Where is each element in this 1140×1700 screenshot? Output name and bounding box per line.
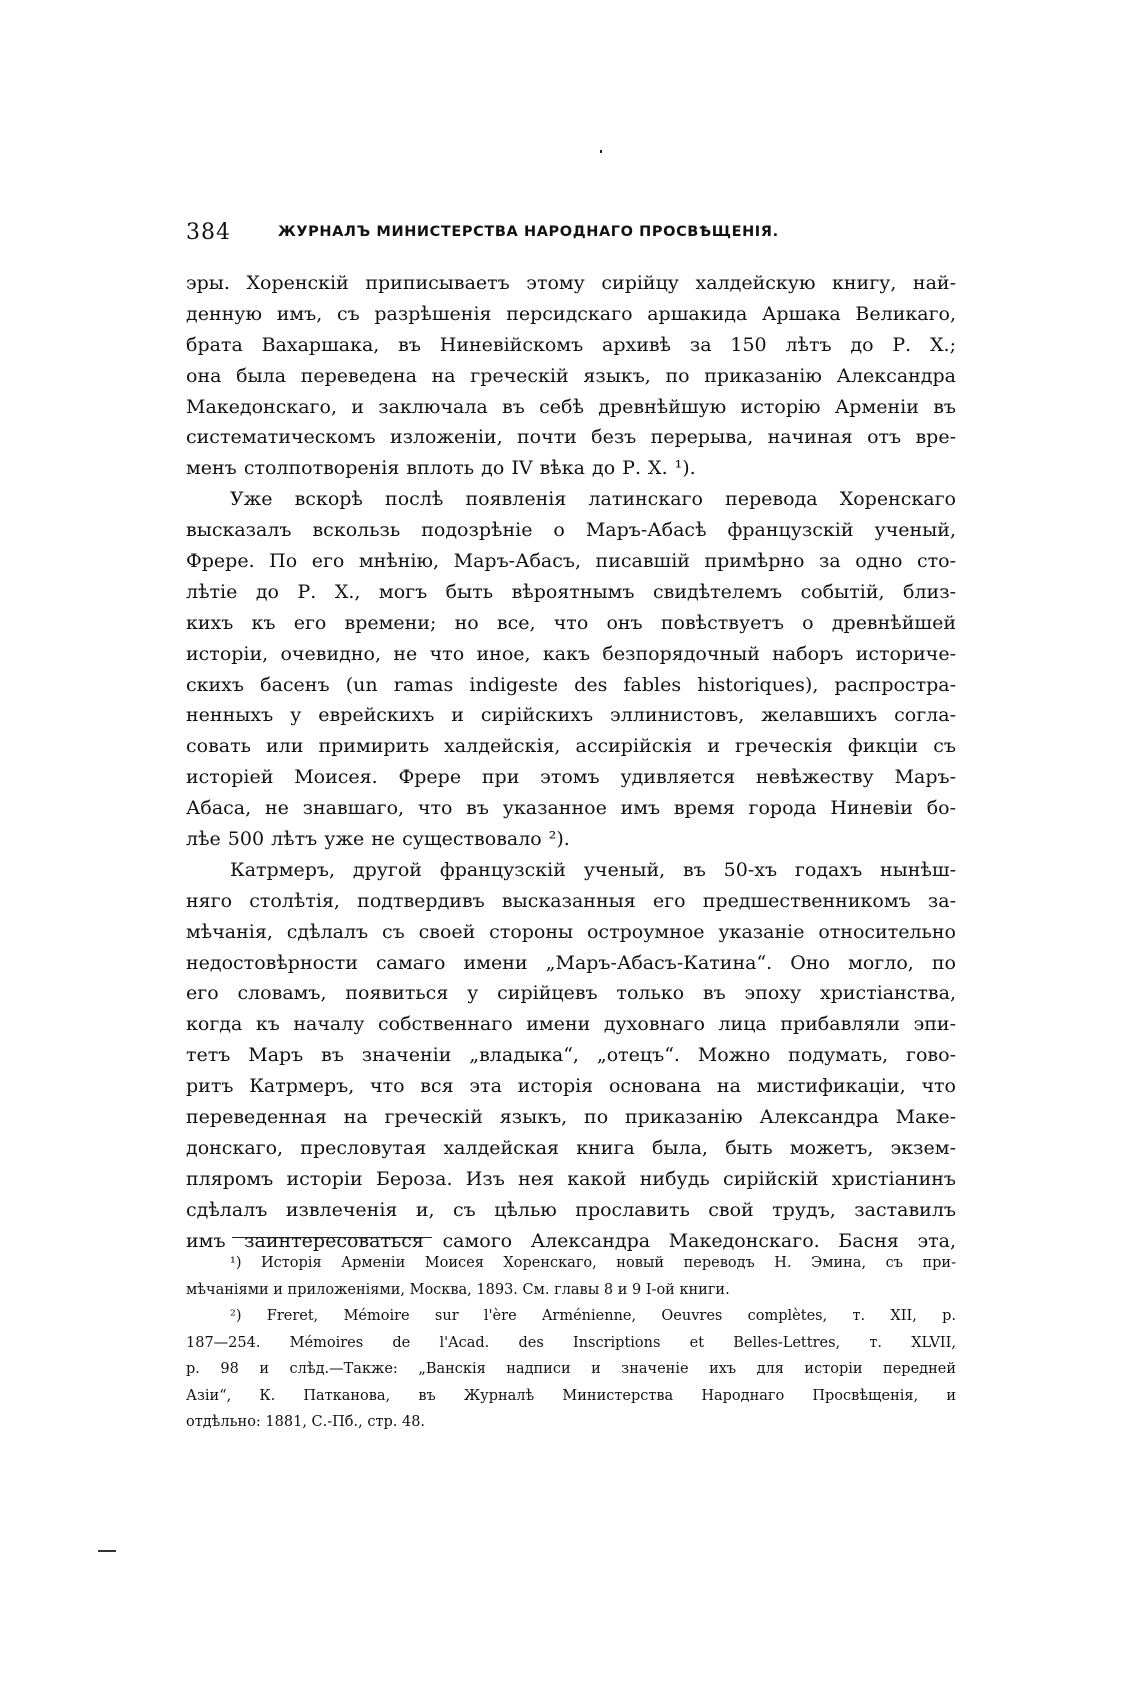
text-line: лѣтіе до Р. Х., могъ быть вѣроятнымъ свидѣтелемъ событій, близ- [186, 580, 956, 603]
paragraph-first-line: Катрмеръ, другой французскій ученый, въ 50-хъ годахъ нынѣш- [230, 858, 956, 881]
running-title: ЖУРНАЛЪ МИНИСТЕРСТВА НАРОДНАГО ПРОСВѢЩЕНІЯ. [278, 224, 779, 240]
text-line: систематическомъ изложеніи, почти безъ перерыва, начиная отъ вре- [186, 426, 956, 449]
text-line: Фрере. По его мнѣнію, Маръ-Абасъ, писавшій примѣрно за одно сто- [186, 550, 956, 573]
text-line: исторіей Моисея. Фрере при этомъ удивляется невѣжеству Маръ- [186, 766, 956, 789]
text-line: ненныхъ у еврейскихъ и сирійскихъ эллинистовъ, желавшихъ согла- [186, 704, 956, 727]
footnote-line: ¹) Исторія Арменіи Моисея Хоренскаго, новый переводъ Н. Эмина, съ при- [230, 1255, 956, 1271]
text-line: кихъ къ его времени; но все, что онъ повѣствуетъ о древнѣйшей [186, 611, 956, 634]
text-line: недостовѣрности самаго имени „Маръ-Абасъ-Катина“. Оно могло, по [186, 951, 956, 974]
text-line: когда къ началу собственнаго имени духовнаго лица прибавляли эпи- [186, 1013, 956, 1036]
text-line: она была переведена на греческій языкъ, по приказанію Александра [186, 364, 956, 387]
text-line: донскаго, пресловутая халдейская книга была, быть можетъ, экзем- [186, 1136, 956, 1159]
text-line: менъ столпотворенія вплоть до IV вѣка до Р. Х. ¹). [186, 457, 696, 480]
text-line: его словамъ, появиться у сирійцевъ только въ эпоху христіанства, [186, 982, 956, 1005]
text-line: денную имъ, съ разрѣшенія персидскаго аршакида Аршака Великаго, [186, 302, 956, 325]
text-line: имъ заинтересоваться самого Александра Македонскаго. Басня эта, [186, 1229, 956, 1252]
text-line: ритъ Катрмеръ, что вся эта исторія основана на мистификаціи, что [186, 1075, 956, 1098]
paragraph-first-line: Уже вскорѣ послѣ появленія латинскаго перевода Хоренскаго [230, 488, 956, 511]
footnote-line: Азіи“, К. Патканова, въ Журналѣ Министерства Народнаго Просвѣщенія, и [186, 1387, 956, 1404]
text-line: лѣе 500 лѣтъ уже не существовало ²). [186, 828, 570, 851]
footnotes [186, 1250, 956, 1436]
footnote-line: р. 98 и слѣд.—Также: „Ванскія надписи и значеніе ихъ для исторіи передней [186, 1361, 956, 1377]
page-number: 384 [186, 220, 231, 245]
footnote-divider [232, 1237, 432, 1238]
text-line: высказалъ вскользь подозрѣніе о Маръ-Абасѣ французскій ученый, [186, 519, 956, 542]
text-line: эры. Хоренскій приписываетъ этому сирійцу халдейскую книгу, най- [186, 272, 956, 294]
text-line: исторіи, очевидно, не что иное, какъ безпорядочный наборъ историче- [186, 642, 956, 665]
margin-mark [98, 1550, 116, 1552]
text-line: совать или примирить халдейскія, ассирійскія и греческія фикціи съ [186, 735, 956, 758]
text-line: пляромъ исторіи Бероза. Изъ нея какой нибудь сирійскій христіанинъ [186, 1167, 956, 1190]
text-line: няго столѣтія, подтвердивъ высказанныя его предшественникомъ за- [186, 889, 956, 912]
text-line: сдѣлалъ извлеченія и, съ цѣлью прославить свой трудъ, заставилъ [186, 1198, 956, 1221]
print-speck [600, 150, 602, 153]
text-line: Македонскаго, и заключала въ себѣ древнѣйшую исторію Арменіи въ [186, 395, 956, 418]
footnote-line: 187—254. Mémoires de l'Acad. des Inscriptions et Belles-Lettres, т. XLVII, [186, 1334, 956, 1351]
text-line: брата Вахаршака, въ Ниневійскомъ архивѣ за 150 лѣтъ до Р. Х.; [186, 333, 956, 356]
text-line: тетъ Маръ въ значеніи „владыка“, „отецъ“. Можно подумать, гово- [186, 1044, 956, 1067]
footnote-line: мѣчаніями и приложеніями, Москва, 1893. См. главы 8 и 9 І-ой книги. [186, 1281, 730, 1298]
text-line: скихъ басенъ (un ramas indigeste des fables historiques), распростра- [186, 673, 956, 696]
page-header [186, 220, 956, 254]
text-line: переведенная на греческій языкъ, по приказанію Александра Маке- [186, 1106, 956, 1129]
footnote-line: ²) Freret, Mémoire sur l'ère Arménienne, Oeuvres complètes, т. XII, p. [230, 1308, 956, 1324]
text-line: мѣчанія, сдѣлалъ съ своей стороны остроумное указаніе относительно [186, 920, 956, 943]
body-text [186, 268, 956, 1257]
text-line: Абаса, не знавшаго, что въ указанное имъ время города Ниневіи бо- [186, 797, 956, 820]
footnote-line: отдѣльно: 1881, С.-Пб., стр. 48. [186, 1414, 426, 1430]
